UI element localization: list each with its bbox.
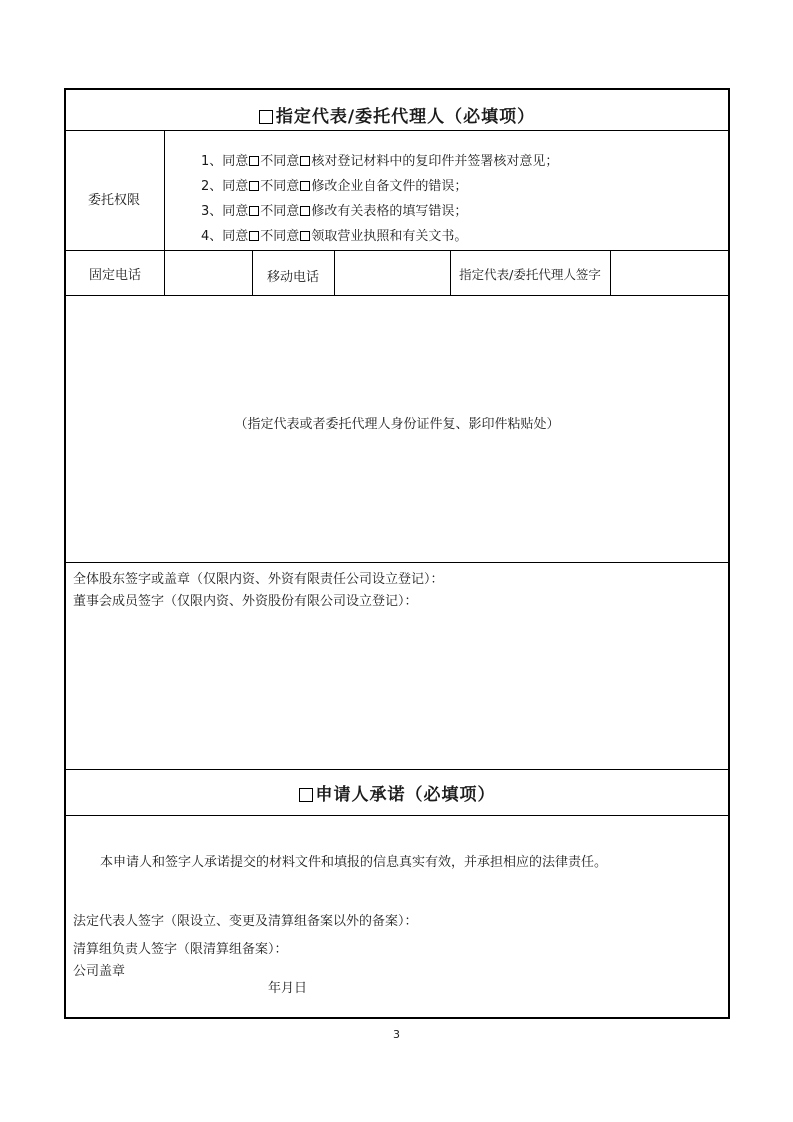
- mobile-phone-label: 移动电话: [266, 270, 319, 285]
- shareholder-sign-line: 全体股东签字或盖章（仅限内资、外资有限责任公司设立登记）：: [73, 572, 444, 587]
- authority-item-4: 4、同意 不同意 领取营业执照和有关文书。: [201, 229, 468, 244]
- commitment-title-text: 申请人承诺（必填项）: [315, 785, 496, 805]
- authority-2-disagree-checkbox[interactable]: [300, 181, 310, 191]
- designated-representative-title-text: 指定代表/委托代理人（必填项）: [275, 107, 536, 127]
- fixed-phone-field[interactable]: [165, 251, 251, 294]
- board-sign-line: 董事会成员签字（仅限内资、外资股份有限公司设立登记）：: [73, 594, 418, 609]
- page-number: 3: [393, 1028, 400, 1041]
- section-title-commitment: [66, 780, 728, 805]
- mobile-phone-field[interactable]: [335, 251, 449, 294]
- section-title-designated-representative: [66, 102, 728, 127]
- authority-3-agree-checkbox[interactable]: [249, 206, 259, 216]
- authority-2-agree-checkbox[interactable]: [249, 181, 259, 191]
- authority-item-3: 3、同意 不同意 修改有关表格的填写错误；: [201, 204, 468, 219]
- commitment-statement: 本申请人和签字人承诺提交的材料文件和填报的信息真实有效，并承担相应的法律责任。: [100, 855, 608, 870]
- fixed-phone-label: 固定电话: [88, 268, 141, 283]
- authority-4-disagree-checkbox[interactable]: [300, 231, 310, 241]
- signature-field[interactable]: [611, 251, 729, 294]
- authority-item-1: 1、同意 不同意 核对登记材料中的复印件并签署核对意见；: [201, 154, 559, 169]
- registration-form: [64, 88, 730, 1019]
- authority-item-2: 2、同意 不同意 修改企业自备文件的错误；: [201, 179, 468, 194]
- id-paste-note: （指定代表或者委托代理人身份证件复、影印件粘贴处）: [234, 417, 560, 432]
- signature-label: 指定代表/委托代理人签字: [459, 267, 601, 282]
- authority-4-agree-checkbox[interactable]: [249, 231, 259, 241]
- authority-label: 委托权限: [88, 193, 141, 208]
- liquidation-sign-line: 清算组负责人签字（限清算组备案）：: [73, 942, 288, 957]
- company-seal-label: 公司盖章: [73, 964, 126, 979]
- designated-representative-checkbox[interactable]: [259, 110, 273, 124]
- authority-1-agree-checkbox[interactable]: [249, 156, 259, 166]
- commitment-checkbox[interactable]: [299, 788, 313, 802]
- date-label: 年月日: [268, 981, 308, 996]
- legal-rep-sign-line: 法定代表人签字（限设立、变更及清算组备案以外的备案）：: [73, 914, 418, 929]
- authority-1-disagree-checkbox[interactable]: [300, 156, 310, 166]
- authority-3-disagree-checkbox[interactable]: [300, 206, 310, 216]
